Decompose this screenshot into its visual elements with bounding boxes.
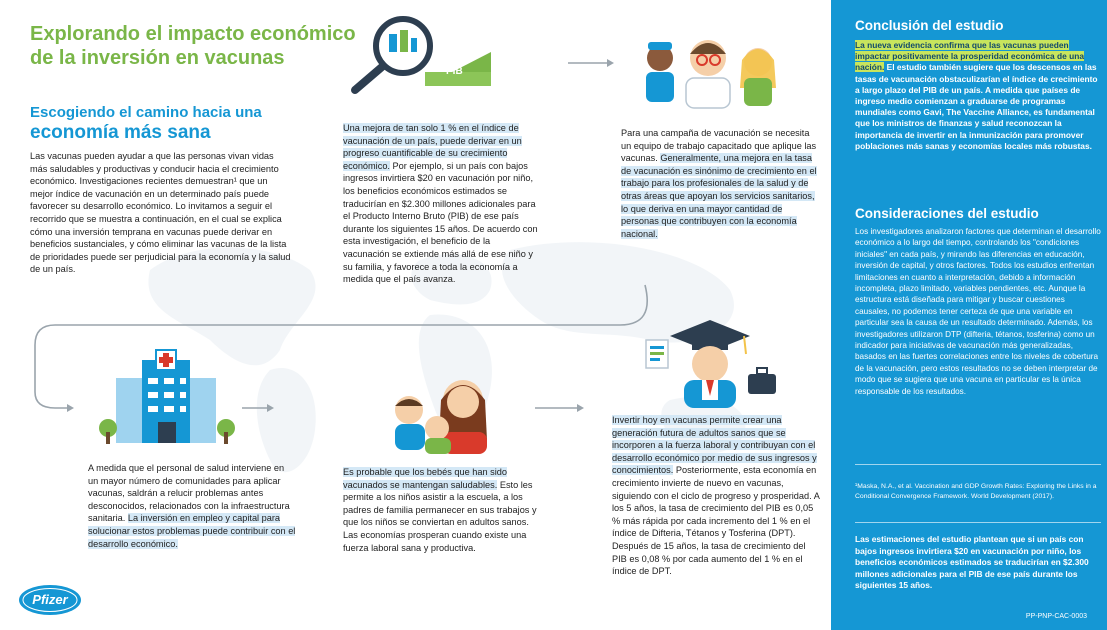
panel-divider-2 [855, 522, 1101, 523]
section5-body: Esto les permite a los niños asistir a la escuela, a los padres de familia permanecer en sus trabajos y que los niños se conviertan en adultos sanos. Las economías prosperan cuando existe una fuerza laboral sana y productiva. [343, 479, 537, 553]
section3-highlight: Generalmente, una mejora en la tasa de vacunación es sinónimo de crecimiento en el trabajo para los profesionales de la salud y de otras áreas que apoyan los servicios sanitarios, lo que deriva en una mayor cantidad de personas que contribuyen con la economía nacional. [621, 153, 817, 239]
conclusion-title: Conclusión del estudio [855, 18, 1004, 33]
health-workers-icon [640, 28, 780, 110]
considerations-title: Consideraciones del estudio [855, 206, 1039, 221]
hospital-icon [98, 348, 238, 448]
section6-body: Posteriormente, esta economía en crecimiento invierte de nuevo en vacunas, siguiendo con el ciclo de progreso y prosperidad. A los 5 años, la tasa de crecimiento del PIB es 0,05 % más rápida por cada incremento del 1 % en el índice de Difteria, Tétanos y Tosferina (DPT). Después de 15 años, la tasa de crecimiento del PIB es 0,08 % por cada aumento del 1 % en el índice de DPT. [612, 465, 820, 577]
section6-text [612, 414, 820, 578]
page-title [30, 22, 360, 70]
panel-divider-1 [855, 464, 1101, 465]
section5-highlight: Es probable que los bebés que han sido vacunados se mantengan saludables. [343, 467, 507, 490]
considerations-body: Los investigadores analizaron factores que determinan el desarrollo económico a lo largo del tiempo, controlando los "condiciones iniciales" en cada país, y mirando las diferencias en educación, inversión de capital, y otros factores. Todos los estudios enfrentan limitaciones en cuanto a interpretación, debido a información incompleta, plazo limitado, variables pendientes, etc. Aunque la estructura está diseñada para mitigar y buscar cuestiones causales, no podemos tener certeza de que una variable en particular sea la causa de un resultado determinado. Además, los investigadores utilizaron DTP (difteria, tétanos, tosferina) como un indicador para iniciativas de vacunación más generalizadas, basados en las fuertes correlaciones entre los niveles de cobertura de la vacunación, pero estos resultados no se deben interpretar de modo que se sugiera que una vacuna en particular es la única responsable de los resultados. [855, 227, 1101, 396]
section2-highlight: Una mejora de tan solo 1 % en el índice de vacunación de un país, puede derivar en un progreso cuantificable de su crecimiento económico. [343, 123, 522, 171]
subtitle-line-1: Escogiendo el camino hacia una [30, 104, 262, 121]
section4-highlight: La inversión en empleo y capital para solucionar estos problemas puede contribuir con el desarrollo económico. [88, 513, 296, 549]
intro-body: Las vacunas pueden ayudar a que las personas vivan vidas más saludables y productivas y conducir hacia el crecimiento económico. Investigaciones recientes demuestran¹ que un mejor índice de vacunación en un determinado país puede favorecer su desarrollo económico. Lo invitamos a seguir el recorrido que se muestra a continuación, en el cual se explica cómo una inversión temprana en vacunas puede derivar en beneficios sustanciales, y cómo eliminar las vacunas de la lista de prioridades puede ser perjudicial para la economía y la salud de un país. [30, 151, 291, 275]
family-icon [383, 370, 498, 455]
page-title-line-2: de la inversión en vacunas [30, 47, 285, 69]
section4-text [88, 462, 296, 550]
section2-text [343, 122, 538, 286]
study-estimate: Las estimaciones del estudio plantean que si un país con bajos ingresos invirtiera $20 en vacunación por niño, los beneficios económicos estimados se traducirían en $2.300 millones adicionales para el PIB de ese país durante los siguientes 15 años. [855, 534, 1089, 591]
section3-text [621, 127, 821, 240]
intro-text [30, 150, 292, 276]
subtitle-line-2: economía más sana [30, 122, 211, 143]
magnifier-pib-icon [345, 8, 495, 98]
section5-text [343, 466, 539, 554]
conclusion-body: El estudio también sugiere que los descensos en las tasas de vacunación obstaculizarían el índice de crecimiento a largo plazo del PIB de un país. A medida que países de ingreso medio comienzan a graduarse de programas mundiales como Gavi, The Vaccine Alliance, es fundamental que los ministros de finanzas y salud reconozcan la importancia de invertir en la inmunización para promover poblaciones más sanas y economías locales más robustas. [855, 62, 1098, 151]
section6-highlight: Invertir hoy en vacunas permite crear una generación futura de adultos sanos que se incorporen a la fuerza laboral y contribuyan con el desarrollo económico por medio de sus ingresos y conocimientos. [612, 415, 817, 476]
conclusion-highlight: La nueva evidencia confirma que las vacunas pueden impactar positivamente la prosperidad económica de una nación. [855, 40, 1084, 73]
page-title-line-1: Explorando el impacto económico [30, 23, 356, 45]
arrow-head-2 [67, 404, 74, 412]
section3-intro: Para una campaña de vacunación se necesita un equipo de trabajo capacitado que aplique las vacunas. [621, 128, 817, 164]
study-footnote: ¹Maska, N.A., et al. Vaccination and GDP Growth Rates: Exploring the Links in a Conditional Convergence Framework. World Development (2017). [855, 483, 1097, 500]
section2-body: Por ejemplo, si un país con bajos ingresos invirtiera $20 en vacunación por niño, los beneficios económicos estimados se traducirían en $2.300 millones adicionales para el Producto Interno Bruto (PIB) de ese país durante los siguientes 15 años. De acuerdo con esta investigación, el beneficio de la vacunación se extiende más allá de ese niño y su familia, y favorece a toda la economía a medida que el país avanza. [343, 160, 538, 285]
document-code: PP-PNP-CAC-0003 [1025, 613, 1087, 620]
conclusion-text [855, 40, 1101, 152]
pib-label: PIB [446, 66, 463, 77]
right-panel [831, 0, 1107, 630]
arrow-head-1 [607, 59, 614, 67]
pfizer-logo-text: Pfizer [32, 592, 68, 607]
graduate-icon [640, 318, 780, 408]
section-subtitle [30, 104, 320, 144]
section4-intro: A medida que el personal de salud interviene en un mayor número de comunidades para aplicar vacunas, saldrán a relucir problemas antes desconocidos, relacionados con la infraestructura sanitaria. [88, 463, 290, 524]
